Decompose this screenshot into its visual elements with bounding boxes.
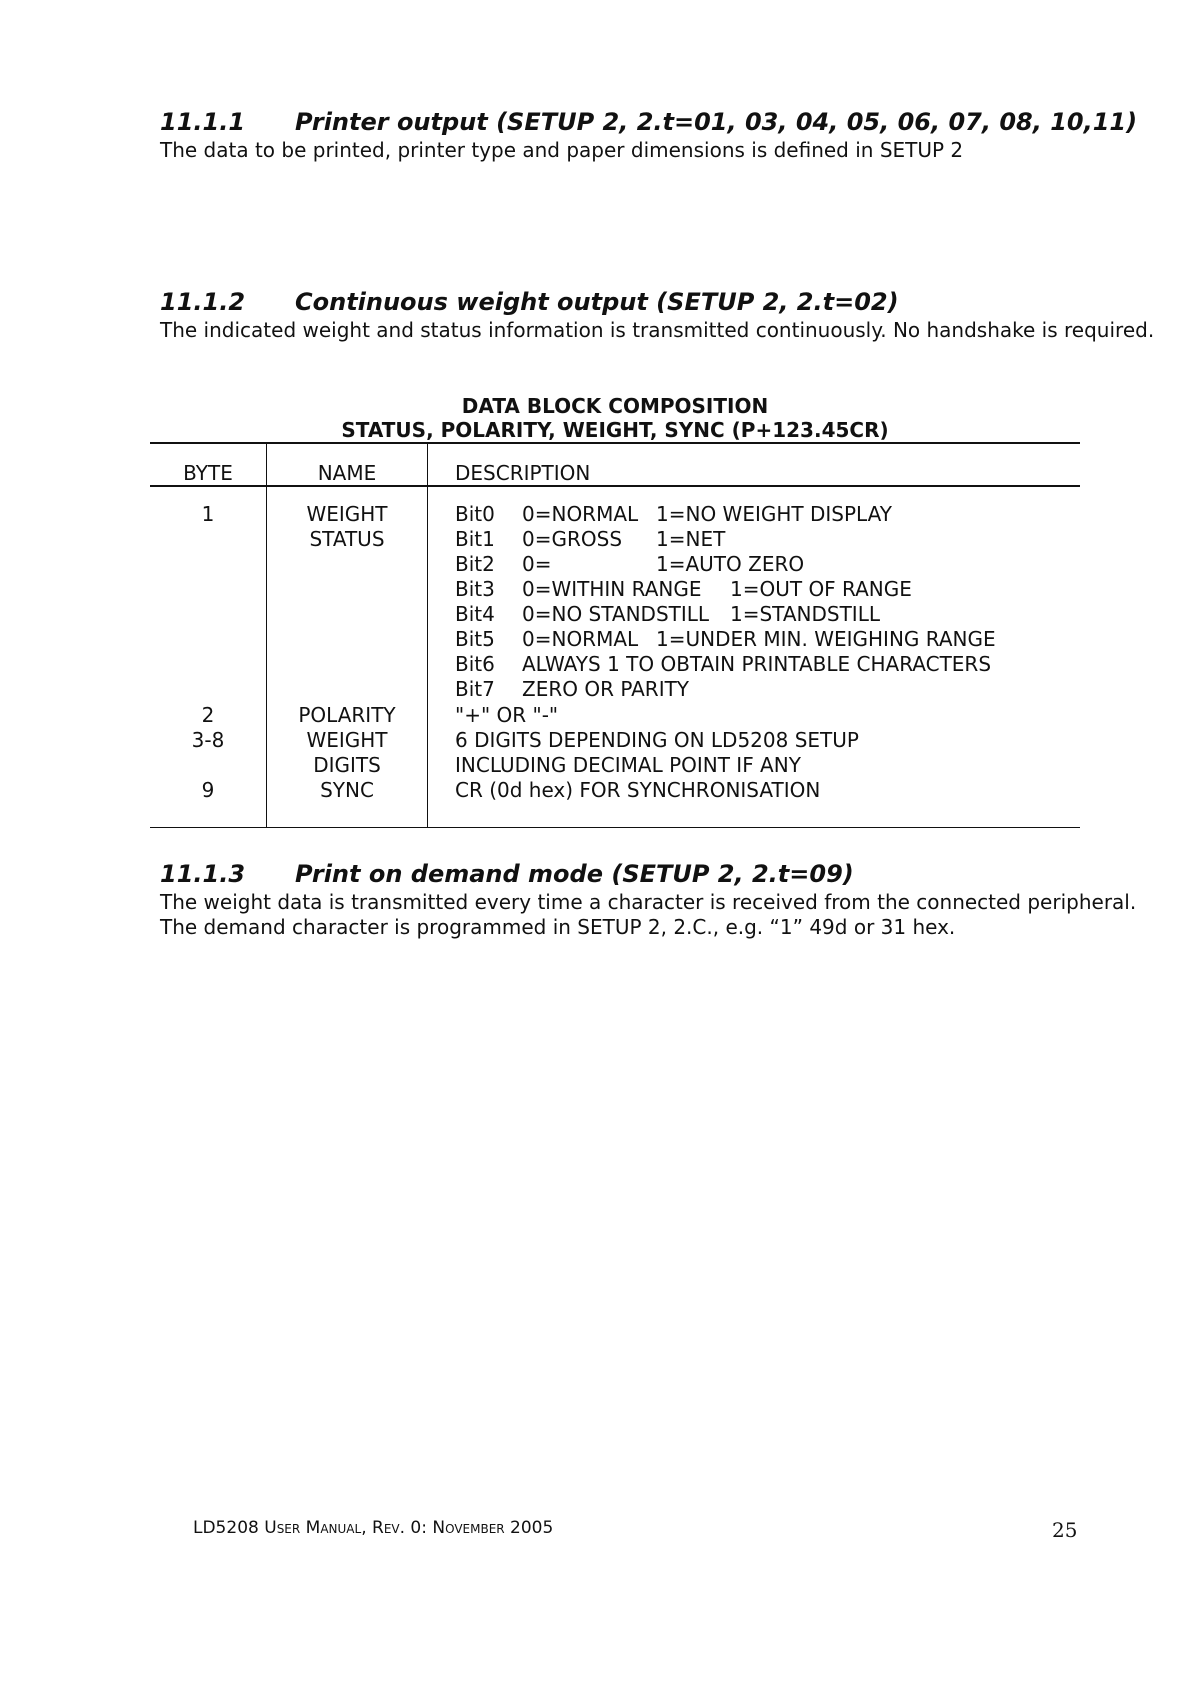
footer-doc-id: LD5208 — [193, 1518, 259, 1538]
desc-bit-label: Bit3 — [455, 577, 495, 601]
section-11-1-1-body: The data to be printed, printer type and paper dimensions is defined in SETUP 2 — [160, 138, 964, 162]
desc-text: 6 DIGITS DEPENDING ON LD5208 SETUP — [455, 728, 859, 752]
section-11-1-2-body: The indicated weight and status information is transmitted continuously. No handshake is required. — [160, 318, 1155, 342]
desc-bit-label: Bit1 — [455, 527, 495, 551]
desc-bit-value-0: 0=NO STANDSTILL — [522, 602, 710, 626]
table-col-divider-2 — [427, 442, 428, 827]
desc-bit-label: Bit0 — [455, 502, 495, 526]
footer-word-manual: MANUAL — [305, 1518, 362, 1538]
desc-bit-value-0: 0= — [522, 552, 552, 576]
table-header-rule — [150, 485, 1080, 487]
header-description: DESCRIPTION — [455, 461, 591, 485]
desc-bit-value-0: ALWAYS 1 TO OBTAIN PRINTABLE CHARACTERS — [522, 652, 992, 676]
table-subtitle: STATUS, POLARITY, WEIGHT, SYNC (P+123.45CR) — [341, 418, 889, 442]
footer-word-user: USER — [264, 1518, 301, 1538]
section-11-1-2-number: 11.1.2 — [160, 288, 246, 316]
desc-bit-value-1: 1=UNDER MIN. WEIGHING RANGE — [656, 627, 996, 651]
name-cell: DIGITS — [313, 753, 381, 777]
page-number: 25 — [1052, 1518, 1078, 1542]
desc-bit-label: Bit5 — [455, 627, 495, 651]
name-cell: STATUS — [309, 527, 385, 551]
footer-rev-number: 0: — [410, 1518, 427, 1538]
name-cell: WEIGHT — [306, 728, 388, 752]
section-11-1-3-body-line-1: The weight data is transmitted every time a character is received from the connected peripheral. — [160, 890, 1137, 914]
desc-text: INCLUDING DECIMAL POINT IF ANY — [455, 753, 801, 777]
desc-bit-label: Bit4 — [455, 602, 495, 626]
footer-year: 2005 — [510, 1518, 554, 1538]
section-11-1-1-title: Printer output (SETUP 2, 2.t=01, 03, 04, 05, 06, 07, 08, 10,11) — [295, 108, 1138, 136]
footer-word-rev: REV — [372, 1518, 400, 1538]
desc-bit-label: Bit2 — [455, 552, 495, 576]
header-byte: BYTE — [183, 461, 233, 485]
byte-cell: 9 — [201, 778, 215, 802]
desc-bit-value-1: 1=NET — [656, 527, 726, 551]
desc-bit-value-1: 1=NO WEIGHT DISPLAY — [656, 502, 892, 526]
name-cell: SYNC — [320, 778, 374, 802]
desc-bit-value-0: 0=GROSS — [522, 527, 623, 551]
footer-doc-info: LD5208 USER MANUAL, REV. 0: NOVEMBER 2005 — [193, 1518, 554, 1538]
table-top-rule — [150, 442, 1080, 444]
section-11-1-2-title: Continuous weight output (SETUP 2, 2.t=02) — [295, 288, 899, 316]
desc-bit-value-1: 1=STANDSTILL — [730, 602, 880, 626]
footer-word-month: NOVEMBER — [432, 1518, 505, 1538]
desc-bit-value-0: 0=NORMAL — [522, 627, 639, 651]
section-11-1-3-number: 11.1.3 — [160, 860, 246, 888]
section-11-1-3-body-line-2: The demand character is programmed in SETUP 2, 2.C., e.g. “1” 49d or 31 hex. — [160, 915, 956, 939]
table-bottom-rule — [150, 827, 1080, 828]
header-name: NAME — [317, 461, 377, 485]
name-cell: WEIGHT — [306, 502, 388, 526]
desc-bit-value-1: 1=OUT OF RANGE — [730, 577, 912, 601]
desc-bit-label: Bit6 — [455, 652, 495, 676]
byte-cell: 1 — [201, 502, 215, 526]
desc-text: "+" OR "-" — [455, 703, 559, 727]
desc-text: CR (0d hex) FOR SYNCHRONISATION — [455, 778, 821, 802]
table-title: DATA BLOCK COMPOSITION — [461, 394, 769, 418]
desc-bit-label: Bit7 — [455, 677, 495, 701]
desc-bit-value-0: 0=WITHIN RANGE — [522, 577, 702, 601]
byte-cell: 2 — [201, 703, 215, 727]
byte-cell: 3-8 — [191, 728, 225, 752]
name-cell: POLARITY — [298, 703, 396, 727]
section-11-1-3-title: Print on demand mode (SETUP 2, 2.t=09) — [295, 860, 854, 888]
desc-bit-value-1: 1=AUTO ZERO — [656, 552, 805, 576]
desc-bit-value-0: ZERO OR PARITY — [522, 677, 690, 701]
section-11-1-1-number: 11.1.1 — [160, 108, 246, 136]
desc-bit-value-0: 0=NORMAL — [522, 502, 639, 526]
